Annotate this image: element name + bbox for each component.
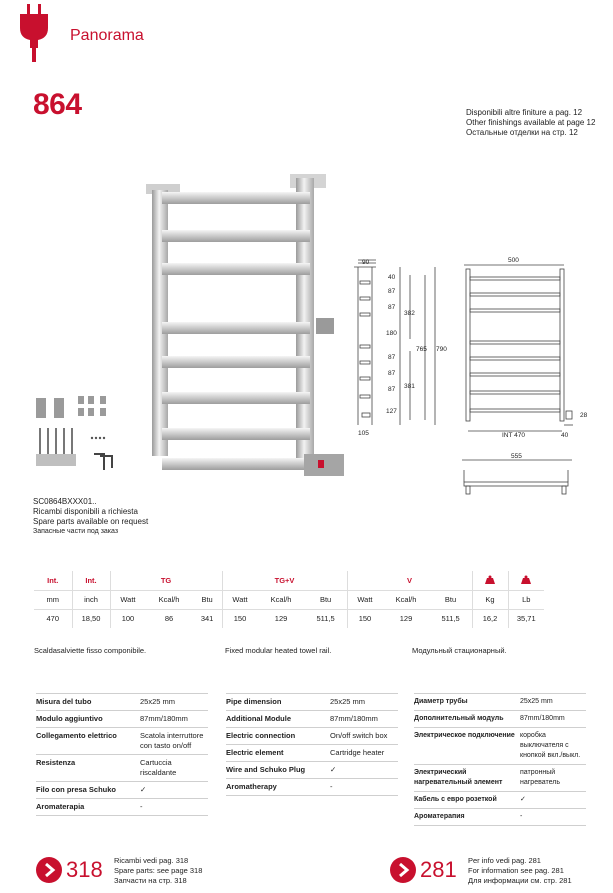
dim-seg-5: 87 xyxy=(388,370,396,377)
front-view-drawing xyxy=(458,255,593,440)
feature-value: - xyxy=(330,782,333,791)
unit-cell: Watt xyxy=(347,590,382,609)
unit-cell: Kg xyxy=(472,590,508,609)
feature-key: Pipe dimension xyxy=(226,697,282,706)
value-cell: 129 xyxy=(274,614,288,624)
feature-row xyxy=(414,809,586,826)
feature-value: Scatola interruttore con tasto on/off xyxy=(140,731,204,750)
page-link-arrow-right[interactable] xyxy=(390,857,416,883)
description-en: Fixed modular heated towel rail. xyxy=(225,646,332,655)
dim-top-width: 90 xyxy=(362,259,370,266)
feature-row xyxy=(226,745,398,762)
page-link-281[interactable]: 281 xyxy=(420,857,457,882)
finishes-ru: Остальные отделки на стр. 12 xyxy=(466,128,578,137)
weight-kg-icon xyxy=(472,571,508,590)
dim-inner-a: 382 xyxy=(404,310,415,317)
value-cell: 18,50 xyxy=(72,609,110,628)
spare-en: Spare parts available on request xyxy=(33,517,149,526)
feature-row xyxy=(414,711,586,728)
unit-cell: Kcal/h xyxy=(145,590,192,609)
plug-icon xyxy=(18,4,50,62)
feature-value: 25x25 mm xyxy=(140,697,176,706)
feature-value: 87mm/180mm xyxy=(140,714,188,723)
value-cell: 150 xyxy=(222,609,257,628)
spare-code: SC0864BXXX01.. xyxy=(33,497,97,506)
feature-key: Misura del tubo xyxy=(36,697,92,706)
feature-key: Aromatherapy xyxy=(226,782,277,791)
feature-row xyxy=(414,728,586,765)
side-view-drawing xyxy=(350,255,450,440)
dim-seg-2: 87 xyxy=(388,304,396,311)
description-it: Scaldasalviette fisso componibile. xyxy=(34,646,147,655)
feature-value: ✓ xyxy=(330,765,337,774)
footer-right-line: Для информации см. стр. 281 xyxy=(468,876,572,885)
weight-lb-icon xyxy=(508,571,544,590)
feature-key: Электрический нагревательный элемент xyxy=(414,769,503,786)
spec-group-int-inch: Int. xyxy=(72,571,110,590)
spec-group-tg: TG xyxy=(110,571,222,590)
feature-value: 87mm/180mm xyxy=(330,714,378,723)
feature-value: Cartuccia riscaldante xyxy=(140,758,177,777)
feature-value: - xyxy=(140,802,143,811)
feature-key: Aromaterapia xyxy=(36,802,85,811)
feature-key: Resistenza xyxy=(36,758,76,767)
feature-value: 25x25 mm xyxy=(520,698,553,705)
page-link-318[interactable]: 318 xyxy=(66,857,103,882)
value-cell: 511,5 xyxy=(316,614,335,624)
unit-cell: mm xyxy=(34,590,72,609)
chevron-right-icon xyxy=(390,857,416,883)
value-cell: 16,2 xyxy=(472,609,508,628)
feature-row xyxy=(414,792,586,809)
feature-key: Electric element xyxy=(226,748,284,757)
feature-key: Electric connection xyxy=(226,731,296,740)
spec-table-units xyxy=(34,590,544,609)
feature-row xyxy=(36,782,208,799)
feature-value: 87mm/180mm xyxy=(520,715,565,722)
footer-left-text xyxy=(114,856,202,886)
feature-key: Collegamento elettrico xyxy=(36,731,117,740)
feature-row xyxy=(36,755,208,782)
feature-row xyxy=(36,711,208,728)
features-en xyxy=(226,693,398,796)
value-cell: 150 xyxy=(347,609,382,628)
feature-key: Filo con presa Schuko xyxy=(36,785,117,794)
footer-left-line: Spare parts: see page 318 xyxy=(114,866,203,875)
unit-cell: Kcal/h xyxy=(257,590,304,609)
feature-value: патронный нагреватель xyxy=(520,769,560,786)
dim-seg-0: 40 xyxy=(388,274,396,281)
dim-front-bottom: 40 xyxy=(561,432,569,439)
dim-front-right: 28 xyxy=(580,412,588,419)
feature-value: Cartridge heater xyxy=(330,748,385,757)
value-cell: 100 xyxy=(110,609,145,628)
feature-key: Диаметр трубы xyxy=(414,698,468,705)
dim-bottom: 105 xyxy=(358,430,369,437)
footer-right-line: For information see pag. 281 xyxy=(468,866,564,875)
unit-cell: Watt xyxy=(110,590,145,609)
value-cell: 341 xyxy=(200,614,214,624)
footer-left-line: Ricambi vedi pag. 318 xyxy=(114,856,189,865)
feature-key: Электрическое подключение xyxy=(414,732,515,739)
feature-row xyxy=(414,765,586,792)
unit-cell: Btu xyxy=(193,590,222,609)
spec-group-tgv: TG+V xyxy=(222,571,347,590)
spec-group-v: V xyxy=(347,571,472,590)
unit-cell: Lb xyxy=(508,590,544,609)
feature-value: коробка выключателя с кнопкой вкл./выкл. xyxy=(520,732,581,759)
feature-row xyxy=(226,762,398,779)
value-cell: 35,71 xyxy=(508,609,544,628)
feature-row xyxy=(414,693,586,711)
feature-row xyxy=(36,799,208,816)
feature-value: ✓ xyxy=(520,796,526,803)
dim-seg-7: 127 xyxy=(386,408,397,415)
page-title: Panorama xyxy=(70,27,144,44)
dim-seg-1: 87 xyxy=(388,288,396,295)
feature-row xyxy=(226,779,398,796)
feature-key: Modulo aggiuntivo xyxy=(36,714,103,723)
feature-key: Дополнительный модуль xyxy=(414,715,504,722)
dim-seg-4: 87 xyxy=(388,354,396,361)
finishes-note xyxy=(466,108,606,138)
value-cell: 86 xyxy=(164,614,174,624)
unit-cell: inch xyxy=(72,590,110,609)
spare-it: Ricambi disponibili a richiesta xyxy=(33,507,138,516)
dim-front-width: 500 xyxy=(508,257,519,264)
top-view-drawing xyxy=(456,450,586,500)
unit-cell: Watt xyxy=(222,590,257,609)
feature-row xyxy=(36,728,208,755)
footer-right-line: Per info vedi pag. 281 xyxy=(468,856,541,865)
unit-cell: Btu xyxy=(430,590,472,609)
feature-row xyxy=(226,693,398,711)
feature-row xyxy=(226,711,398,728)
unit-cell: Kcal/h xyxy=(382,590,429,609)
feature-key: Ароматерапия xyxy=(414,813,465,820)
features-it xyxy=(36,693,208,816)
unit-cell: Btu xyxy=(305,590,347,609)
feature-row xyxy=(226,728,398,745)
spare-parts-caption xyxy=(33,497,148,537)
spec-table-groups xyxy=(34,571,544,590)
spec-table xyxy=(34,571,544,628)
dim-total-a: 765 xyxy=(416,346,427,353)
spec-table-values xyxy=(34,609,544,628)
feature-value: 25x25 mm xyxy=(330,697,366,706)
dim-seg-6: 87 xyxy=(388,386,396,393)
product-photo xyxy=(140,170,350,490)
dim-seg-3: 180 xyxy=(386,330,397,337)
value-cell: 129 xyxy=(399,614,413,624)
feature-value: - xyxy=(520,813,523,820)
spare-ru: Запасные части под заказ xyxy=(33,528,119,535)
finishes-it: Disponibili altre finiture a pag. 12 xyxy=(466,108,583,117)
dim-top-view-width: 555 xyxy=(511,453,522,460)
spare-parts-illustration xyxy=(30,392,120,492)
description-ru: Модульный стационарный. xyxy=(412,646,507,655)
footer-right-text xyxy=(468,856,572,886)
dim-inner-b: 381 xyxy=(404,383,415,390)
value-cell: 511,5 xyxy=(441,614,460,624)
feature-key: Additional Module xyxy=(226,714,291,723)
feature-value: On/off switch box xyxy=(330,731,388,740)
dim-front-int: INT 470 xyxy=(502,432,526,439)
footer-left-line: Запчасти на стр. 318 xyxy=(114,876,187,885)
spec-group-int-mm: Int. xyxy=(34,571,72,590)
chevron-right-icon xyxy=(36,857,62,883)
dim-total-b: 790 xyxy=(436,346,447,353)
value-cell: 470 xyxy=(46,614,59,624)
feature-row xyxy=(36,693,208,711)
finishes-en: Other finishings available at page 12 xyxy=(466,118,596,127)
feature-key: Кабель с евро розеткой xyxy=(414,796,497,803)
page-link-arrow-left[interactable] xyxy=(36,857,62,883)
features-ru xyxy=(414,693,586,826)
model-number: 864 xyxy=(33,88,82,121)
feature-key: Wire and Schuko Plug xyxy=(226,765,306,774)
feature-value: ✓ xyxy=(140,785,147,794)
